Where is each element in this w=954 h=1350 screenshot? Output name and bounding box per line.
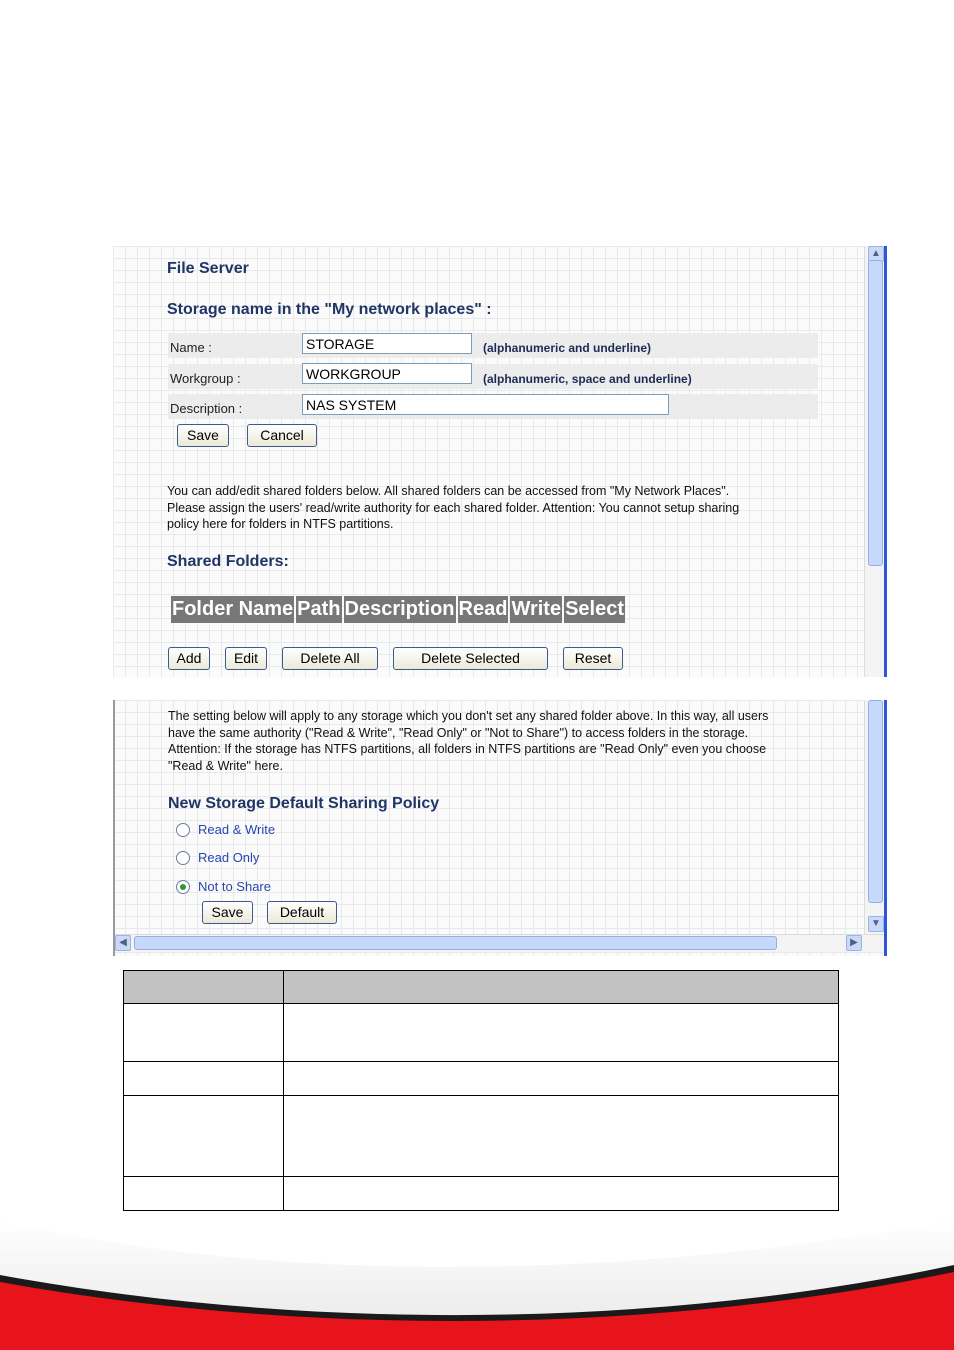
option-label[interactable]: Read Only bbox=[198, 850, 260, 865]
info-line: policy here for folders in NTFS partitions. bbox=[167, 517, 394, 531]
page-title: File Server bbox=[167, 260, 249, 277]
table-cell bbox=[284, 1062, 839, 1096]
table-row bbox=[124, 1062, 839, 1096]
table-row bbox=[124, 1177, 839, 1211]
cancel-button[interactable]: Cancel bbox=[247, 424, 317, 447]
table-cell bbox=[124, 1096, 284, 1177]
table-header-row bbox=[171, 596, 625, 623]
save-button[interactable]: Save bbox=[177, 424, 229, 447]
horizontal-thumb[interactable] bbox=[134, 936, 777, 950]
shared-folders-table bbox=[169, 596, 627, 623]
table-cell bbox=[124, 1004, 284, 1062]
table-cell bbox=[284, 1096, 839, 1177]
table-cell bbox=[284, 971, 839, 1004]
edit-button[interactable]: Edit bbox=[225, 647, 267, 670]
table-header-row bbox=[124, 971, 839, 1004]
table-cell bbox=[284, 1004, 839, 1062]
scroll-right-icon[interactable]: ▶ bbox=[846, 935, 862, 951]
option-label[interactable]: Not to Share bbox=[198, 879, 271, 894]
info-line: Please assign the users' read/write authority for each shared folder. Attention: You cannot setup sharing bbox=[167, 500, 740, 515]
name-input[interactable] bbox=[302, 333, 472, 354]
workgroup-input[interactable] bbox=[302, 363, 472, 384]
radio-not-to-share[interactable] bbox=[176, 880, 190, 894]
window-edge bbox=[884, 700, 887, 956]
name-label: Name : bbox=[170, 340, 212, 355]
add-button[interactable]: Add bbox=[168, 647, 210, 670]
column-path: Path bbox=[296, 596, 341, 623]
window-left-edge bbox=[113, 700, 115, 956]
info-line: The setting below will apply to any storage which you don't set any shared folder above. In this way, all users bbox=[168, 709, 769, 723]
window-edge bbox=[884, 246, 887, 677]
option-label[interactable]: Read & Write bbox=[198, 822, 276, 837]
column-folder-name: Folder Name bbox=[171, 596, 294, 623]
scroll-down-icon[interactable]: ▼ bbox=[868, 916, 884, 932]
storage-name-heading: Storage name in the "My network places" : bbox=[167, 301, 492, 318]
description-label: Description : bbox=[170, 401, 243, 416]
table-cell bbox=[284, 1177, 839, 1211]
reset-button[interactable]: Reset bbox=[563, 647, 623, 670]
delete-selected-button[interactable]: Delete Selected bbox=[393, 647, 548, 670]
shared-folders-info bbox=[167, 483, 867, 533]
radio-read-only[interactable] bbox=[176, 851, 190, 865]
policy-heading: New Storage Default Sharing Policy bbox=[168, 795, 440, 812]
table-cell bbox=[124, 971, 284, 1004]
column-read: Read bbox=[458, 596, 509, 623]
workgroup-label: Workgroup : bbox=[170, 371, 241, 386]
shared-folders-heading: Shared Folders: bbox=[167, 553, 289, 570]
table-row bbox=[124, 1004, 839, 1062]
column-description: Description bbox=[344, 596, 456, 623]
sharing-policy-info bbox=[168, 708, 868, 774]
policy-save-button[interactable]: Save bbox=[202, 901, 253, 924]
description-input[interactable] bbox=[302, 394, 669, 415]
policy-default-button[interactable]: Default bbox=[267, 901, 337, 924]
scrollbar-thumb[interactable] bbox=[868, 700, 883, 903]
footer-swoosh bbox=[0, 1210, 954, 1350]
scrollbar-thumb[interactable] bbox=[868, 260, 883, 566]
delete-all-button[interactable]: Delete All bbox=[282, 647, 378, 670]
info-line: have the same authority ("Read & Write", "Read Only" or "Not to Share") to access folders in the storage. bbox=[168, 725, 749, 740]
info-line: You can add/edit shared folders below. All shared folders can be accessed from "My Network Places". bbox=[167, 484, 730, 498]
column-write: Write bbox=[510, 596, 562, 623]
table-cell bbox=[124, 1177, 284, 1211]
scroll-left-icon[interactable]: ◀ bbox=[115, 935, 131, 951]
table-row bbox=[124, 1096, 839, 1177]
sharing-policy-window bbox=[113, 700, 887, 956]
name-hint: (alphanumeric and underline) bbox=[483, 341, 652, 355]
info-line: Attention: If the storage has NTFS partitions, all folders in NTFS partitions are "Read Only" even you choose bbox=[168, 742, 767, 756]
description-table bbox=[123, 970, 839, 1211]
table-cell bbox=[124, 1062, 284, 1096]
file-server-window bbox=[113, 246, 887, 677]
horizontal-scrollbar[interactable] bbox=[113, 934, 887, 952]
radio-selected-dot bbox=[180, 884, 186, 890]
workgroup-hint: (alphanumeric, space and underline) bbox=[483, 372, 692, 386]
column-select: Select bbox=[564, 596, 625, 623]
scroll-up-icon[interactable]: ▲ bbox=[868, 246, 884, 262]
radio-read-write[interactable] bbox=[176, 823, 190, 837]
info-line: "Read & Write" here. bbox=[168, 758, 283, 773]
